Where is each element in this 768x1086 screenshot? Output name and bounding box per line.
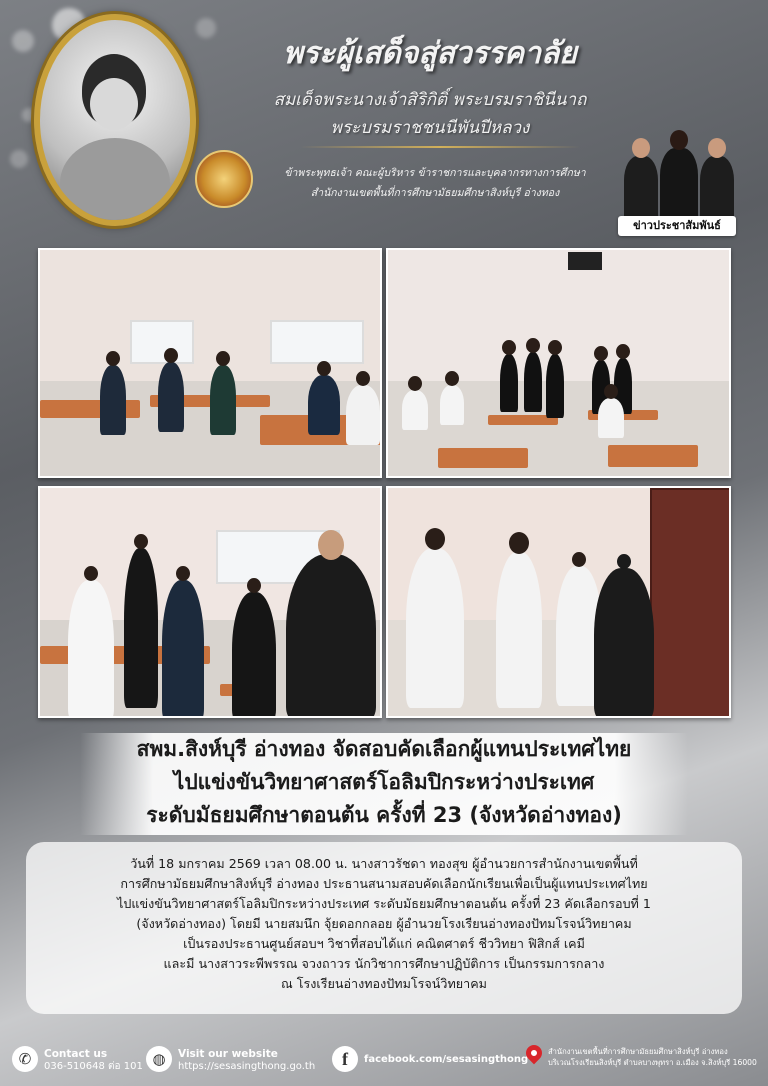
press-release-badge: ข่าวประชาสัมพันธ์	[618, 216, 736, 236]
website-label: Visit our website	[178, 1048, 278, 1060]
body-line: วันที่ 18 มกราคม 2569 เวลา 08.00 น. นางสาวรัชดา ทองสุข ผู้อำนวยการสำนักงานเขตพื้นที่	[130, 856, 638, 871]
executives-photo	[618, 130, 738, 216]
event-photo-4	[386, 486, 731, 718]
headline-line-1: สพม.สิงห์บุรี อ่างทอง จัดสอบคัดเลือกผู้แทนประเทศไทย	[136, 737, 632, 761]
news-body	[26, 842, 742, 1014]
body-line: เป็นรองประธานศูนย์สอบฯ วิชาที่สอบได้แก่ คณิตศาตร์ ชีววิทยา ฟิสิกส์ เคมี	[183, 936, 585, 951]
organization-logo	[195, 150, 253, 208]
condolence-line-1: ข้าพระพุทธเจ้า คณะผู้บริหาร ข้าราชการและบุคลากรทางการศึกษา	[284, 167, 586, 179]
website-link[interactable]: https://sesasingthong.go.th	[178, 1061, 316, 1072]
memorial-portrait	[34, 14, 196, 226]
memorial-subtitle-1: สมเด็จพระนางเจ้าสิริกิติ์ พระบรมราชินีนาถ	[273, 90, 587, 110]
event-photo-3	[38, 486, 382, 718]
facebook-link[interactable]: facebook.com/sesasingthong	[364, 1054, 529, 1065]
contact-label: Contact us	[44, 1048, 108, 1060]
footer-bar	[0, 1038, 768, 1082]
news-headline	[80, 733, 688, 835]
condolence-line-2: สำนักงานเขตพื้นที่การศึกษามัธยมศึกษาสิงห์บุรี อ่างทอง	[310, 187, 560, 199]
address-block	[548, 1046, 757, 1068]
body-line: และมี นางสาวระพีพรรณ จวงถาวร นักวิชาการศึกษาปฏิบัติการ เป็นกรรมการกลาง	[163, 956, 605, 971]
phone-icon: ✆	[12, 1046, 38, 1072]
body-line: การศึกษามัธยมศึกษาสิงห์บุรี อ่างทอง ประธานสนามสอบคัดเลือกนักเรียนเพื่อเป็นผู้แทนประเทศไทย	[120, 876, 648, 891]
contact-phone[interactable]: 036-510648 ต่อ 101	[44, 1061, 143, 1072]
address-line-1: สำนักงานเขตพื้นที่การศึกษามัธยมศึกษาสิงห์บุรี อ่างทอง	[548, 1047, 728, 1056]
body-line: ณ โรงเรียนอ่างทองปัทมโรจน์วิทยาคม	[281, 976, 487, 991]
contact-block	[44, 1048, 143, 1073]
address-line-2: บริเวณโรงเรียนสิงห์บุรี ตำบลบางพุทรา อ.เมือง จ.สิงห์บุรี 16000	[548, 1058, 757, 1067]
memorial-subtitle-2: พระบรมราชชนนีพันปีหลวง	[330, 118, 530, 138]
headline-line-2: ไปแข่งขันวิทยาศาสตร์โอลิมปิกระหว่างประเทศ	[173, 770, 595, 794]
bokeh-light	[12, 30, 34, 52]
facebook-icon: f	[332, 1046, 358, 1072]
bokeh-light	[10, 150, 28, 168]
gold-divider	[300, 146, 580, 148]
body-line: (จังหวัดอ่างทอง) โดยมี นายสมนึก จุ้ยดอกกลอย ผู้อำนวยโรงเรียนอ่างทองปัทมโรจน์วิทยาคม	[136, 916, 632, 931]
event-photo-2	[386, 248, 731, 478]
event-photo-1	[38, 248, 382, 478]
memorial-title: พระผู้เสด็จสู่สวรรคาลัย	[283, 36, 577, 71]
headline-line-3: ระดับมัธยมศึกษาตอนต้น ครั้งที่ 23 (จังหวัดอ่างทอง)	[146, 803, 622, 827]
globe-icon: ◍	[146, 1046, 172, 1072]
website-block	[178, 1048, 315, 1073]
body-line: ไปแข่งขันวิทยาศาสตร์โอลิมปิกระหว่างประเทศ ระดับมัธยมศึกษาตอนต้น ครั้งที่ 23 คัดเลือกรอบที่ 1	[117, 896, 651, 911]
